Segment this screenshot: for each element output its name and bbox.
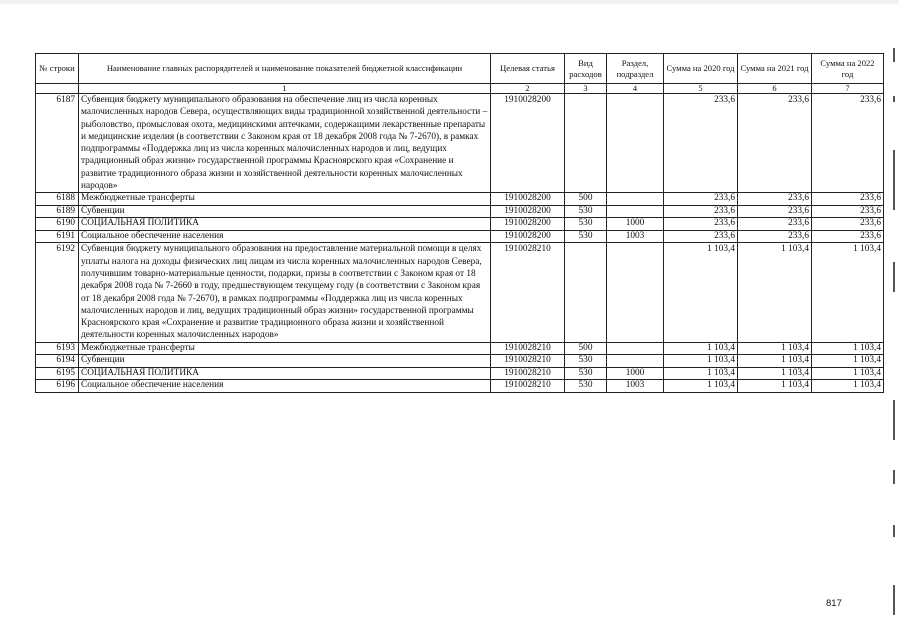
row-expense-type: 530	[565, 205, 607, 218]
row-name: Межбюджетные трансферты	[79, 342, 491, 355]
row-name: СОЦИАЛЬНАЯ ПОЛИТИКА	[79, 218, 491, 231]
row-target-article: 1910028200	[491, 230, 565, 243]
row-number: 6190	[36, 218, 79, 231]
row-sum-2021: 233,6	[738, 218, 812, 231]
row-name: Социальное обеспечение населения	[79, 380, 491, 393]
row-section	[607, 193, 664, 206]
table-row	[36, 218, 884, 231]
row-section	[607, 205, 664, 218]
row-sum-2021: 1 103,4	[738, 243, 812, 342]
page-number: 817	[826, 598, 842, 609]
row-sum-2022: 233,6	[812, 205, 884, 218]
row-sum-2020: 1 103,4	[664, 342, 738, 355]
scan-edge-mark	[893, 262, 895, 292]
row-expense-type	[565, 243, 607, 342]
row-target-article: 1910028210	[491, 342, 565, 355]
row-expense-type	[565, 94, 607, 193]
row-sum-2020: 1 103,4	[664, 243, 738, 342]
row-sum-2020: 233,6	[664, 218, 738, 231]
row-expense-type: 530	[565, 367, 607, 380]
row-sum-2022: 1 103,4	[812, 367, 884, 380]
row-number: 6188	[36, 193, 79, 206]
column-number: 3	[565, 84, 607, 94]
header-name: Наименование главных распорядителей и наименование показателей бюджетной классификации	[79, 54, 491, 84]
row-number: 6189	[36, 205, 79, 218]
scan-edge-mark	[893, 470, 895, 484]
row-expense-type: 500	[565, 193, 607, 206]
header-sum-2020: Сумма на 2020 год	[664, 54, 738, 84]
column-number: 7	[812, 84, 884, 94]
row-sum-2020: 233,6	[664, 193, 738, 206]
row-target-article: 1910028210	[491, 380, 565, 393]
table-header	[36, 54, 884, 94]
row-name: Социальное обеспечение населения	[79, 230, 491, 243]
row-sum-2020: 1 103,4	[664, 367, 738, 380]
row-sum-2022: 233,6	[812, 230, 884, 243]
header-sum-2021: Сумма на 2021 год	[738, 54, 812, 84]
row-number: 6193	[36, 342, 79, 355]
table-row	[36, 243, 884, 342]
row-sum-2020: 233,6	[664, 230, 738, 243]
budget-table-container	[35, 53, 883, 393]
table-row	[36, 205, 884, 218]
scan-edge-mark	[893, 150, 895, 210]
row-section: 1003	[607, 230, 664, 243]
row-expense-type: 500	[565, 342, 607, 355]
scan-edge-mark	[893, 585, 895, 615]
column-number	[36, 84, 79, 94]
header-expense-type: Вид расходов	[565, 54, 607, 84]
column-number: 1	[79, 84, 491, 94]
row-number: 6194	[36, 355, 79, 368]
row-name: Субвенция бюджету муниципального образования на предоставление материальной помощи в целях уплаты налога на доходы физических лиц лицам из числа коренных малочисленных народов Севера, получившим товарно-материальные ценности, подарки, призы в соответствии с Законом края от 18 декабря 2008 года № 7-2660 в году, предшествующем текущему году (в соответствии с Законом края от 18 декабря 2008 года № 7-2670), в рамках подпрограммы «Поддержка лиц из числа коренных малочисленных народов и лиц, ведущих традиционный образ жизни» государственной программы Красноярского края «Сохранение и развитие традиционного образа жизни и хозяйственной деятельности коренных малочисленных народов»	[79, 243, 491, 342]
row-section: 1000	[607, 367, 664, 380]
page-top-edge	[0, 0, 899, 4]
row-sum-2021: 1 103,4	[738, 367, 812, 380]
row-name: Межбюджетные трансферты	[79, 193, 491, 206]
row-section: 1003	[607, 380, 664, 393]
row-sum-2022: 233,6	[812, 218, 884, 231]
budget-table	[35, 53, 884, 393]
row-sum-2021: 1 103,4	[738, 355, 812, 368]
table-row	[36, 94, 884, 193]
row-section	[607, 355, 664, 368]
row-sum-2021: 233,6	[738, 205, 812, 218]
scan-edge-mark	[893, 48, 895, 62]
row-number: 6192	[36, 243, 79, 342]
row-name: Субвенции	[79, 205, 491, 218]
header-row-number: № строки	[36, 54, 79, 84]
row-expense-type: 530	[565, 355, 607, 368]
row-target-article: 1910028210	[491, 243, 565, 342]
row-name: Субвенция бюджету муниципального образования на обеспечение лиц из числа коренных малочисленных народов Севера, осуществляющих виды традиционной хозяйственной деятельности – рыболовство, промысловая охота, медицинскими аптечками, содержащими лекарственные препараты и медицинские изделия (в соответствии с Законом края от 18 декабря 2008 года № 7-2670), в рамках подпрограммы «Поддержка лиц из числа коренных малочисленных народов и лиц, ведущих традиционный образ жизни» государственной программы Красноярского края «Сохранение и развитие традиционного образа жизни и хозяйственной деятельности коренных малочисленных народов»	[79, 94, 491, 193]
row-number: 6191	[36, 230, 79, 243]
header-section: Раздел, подраздел	[607, 54, 664, 84]
row-sum-2021: 1 103,4	[738, 342, 812, 355]
scan-edge-mark	[893, 96, 895, 102]
row-number: 6196	[36, 380, 79, 393]
header-target-article: Целевая статья	[491, 54, 565, 84]
column-number: 2	[491, 84, 565, 94]
row-name: СОЦИАЛЬНАЯ ПОЛИТИКА	[79, 367, 491, 380]
row-sum-2022: 233,6	[812, 94, 884, 193]
row-sum-2021: 233,6	[738, 193, 812, 206]
row-sum-2020: 233,6	[664, 94, 738, 193]
row-sum-2020: 1 103,4	[664, 380, 738, 393]
row-sum-2021: 233,6	[738, 230, 812, 243]
row-target-article: 1910028200	[491, 218, 565, 231]
column-number: 5	[664, 84, 738, 94]
row-sum-2022: 1 103,4	[812, 355, 884, 368]
column-number: 4	[607, 84, 664, 94]
row-target-article: 1910028200	[491, 94, 565, 193]
row-section	[607, 94, 664, 193]
row-sum-2021: 233,6	[738, 94, 812, 193]
row-expense-type: 530	[565, 218, 607, 231]
row-sum-2022: 233,6	[812, 193, 884, 206]
row-sum-2021: 1 103,4	[738, 380, 812, 393]
row-sum-2022: 1 103,4	[812, 342, 884, 355]
table-row	[36, 193, 884, 206]
row-section: 1000	[607, 218, 664, 231]
table-row	[36, 367, 884, 380]
table-body	[36, 94, 884, 393]
row-number: 6187	[36, 94, 79, 193]
table-row	[36, 380, 884, 393]
row-target-article: 1910028210	[491, 355, 565, 368]
row-expense-type: 530	[565, 380, 607, 393]
row-target-article: 1910028210	[491, 367, 565, 380]
column-number: 6	[738, 84, 812, 94]
row-target-article: 1910028200	[491, 193, 565, 206]
row-sum-2022: 1 103,4	[812, 380, 884, 393]
row-target-article: 1910028200	[491, 205, 565, 218]
row-number: 6195	[36, 367, 79, 380]
row-sum-2020: 1 103,4	[664, 355, 738, 368]
row-sum-2020: 233,6	[664, 205, 738, 218]
header-sum-2022: Сумма на 2022 год	[812, 54, 884, 84]
row-section	[607, 342, 664, 355]
table-row	[36, 230, 884, 243]
scan-edge-mark	[893, 525, 895, 537]
table-row	[36, 355, 884, 368]
row-name: Субвенции	[79, 355, 491, 368]
table-row	[36, 342, 884, 355]
row-section	[607, 243, 664, 342]
row-expense-type: 530	[565, 230, 607, 243]
scan-edge-mark	[893, 400, 895, 440]
row-sum-2022: 1 103,4	[812, 243, 884, 342]
